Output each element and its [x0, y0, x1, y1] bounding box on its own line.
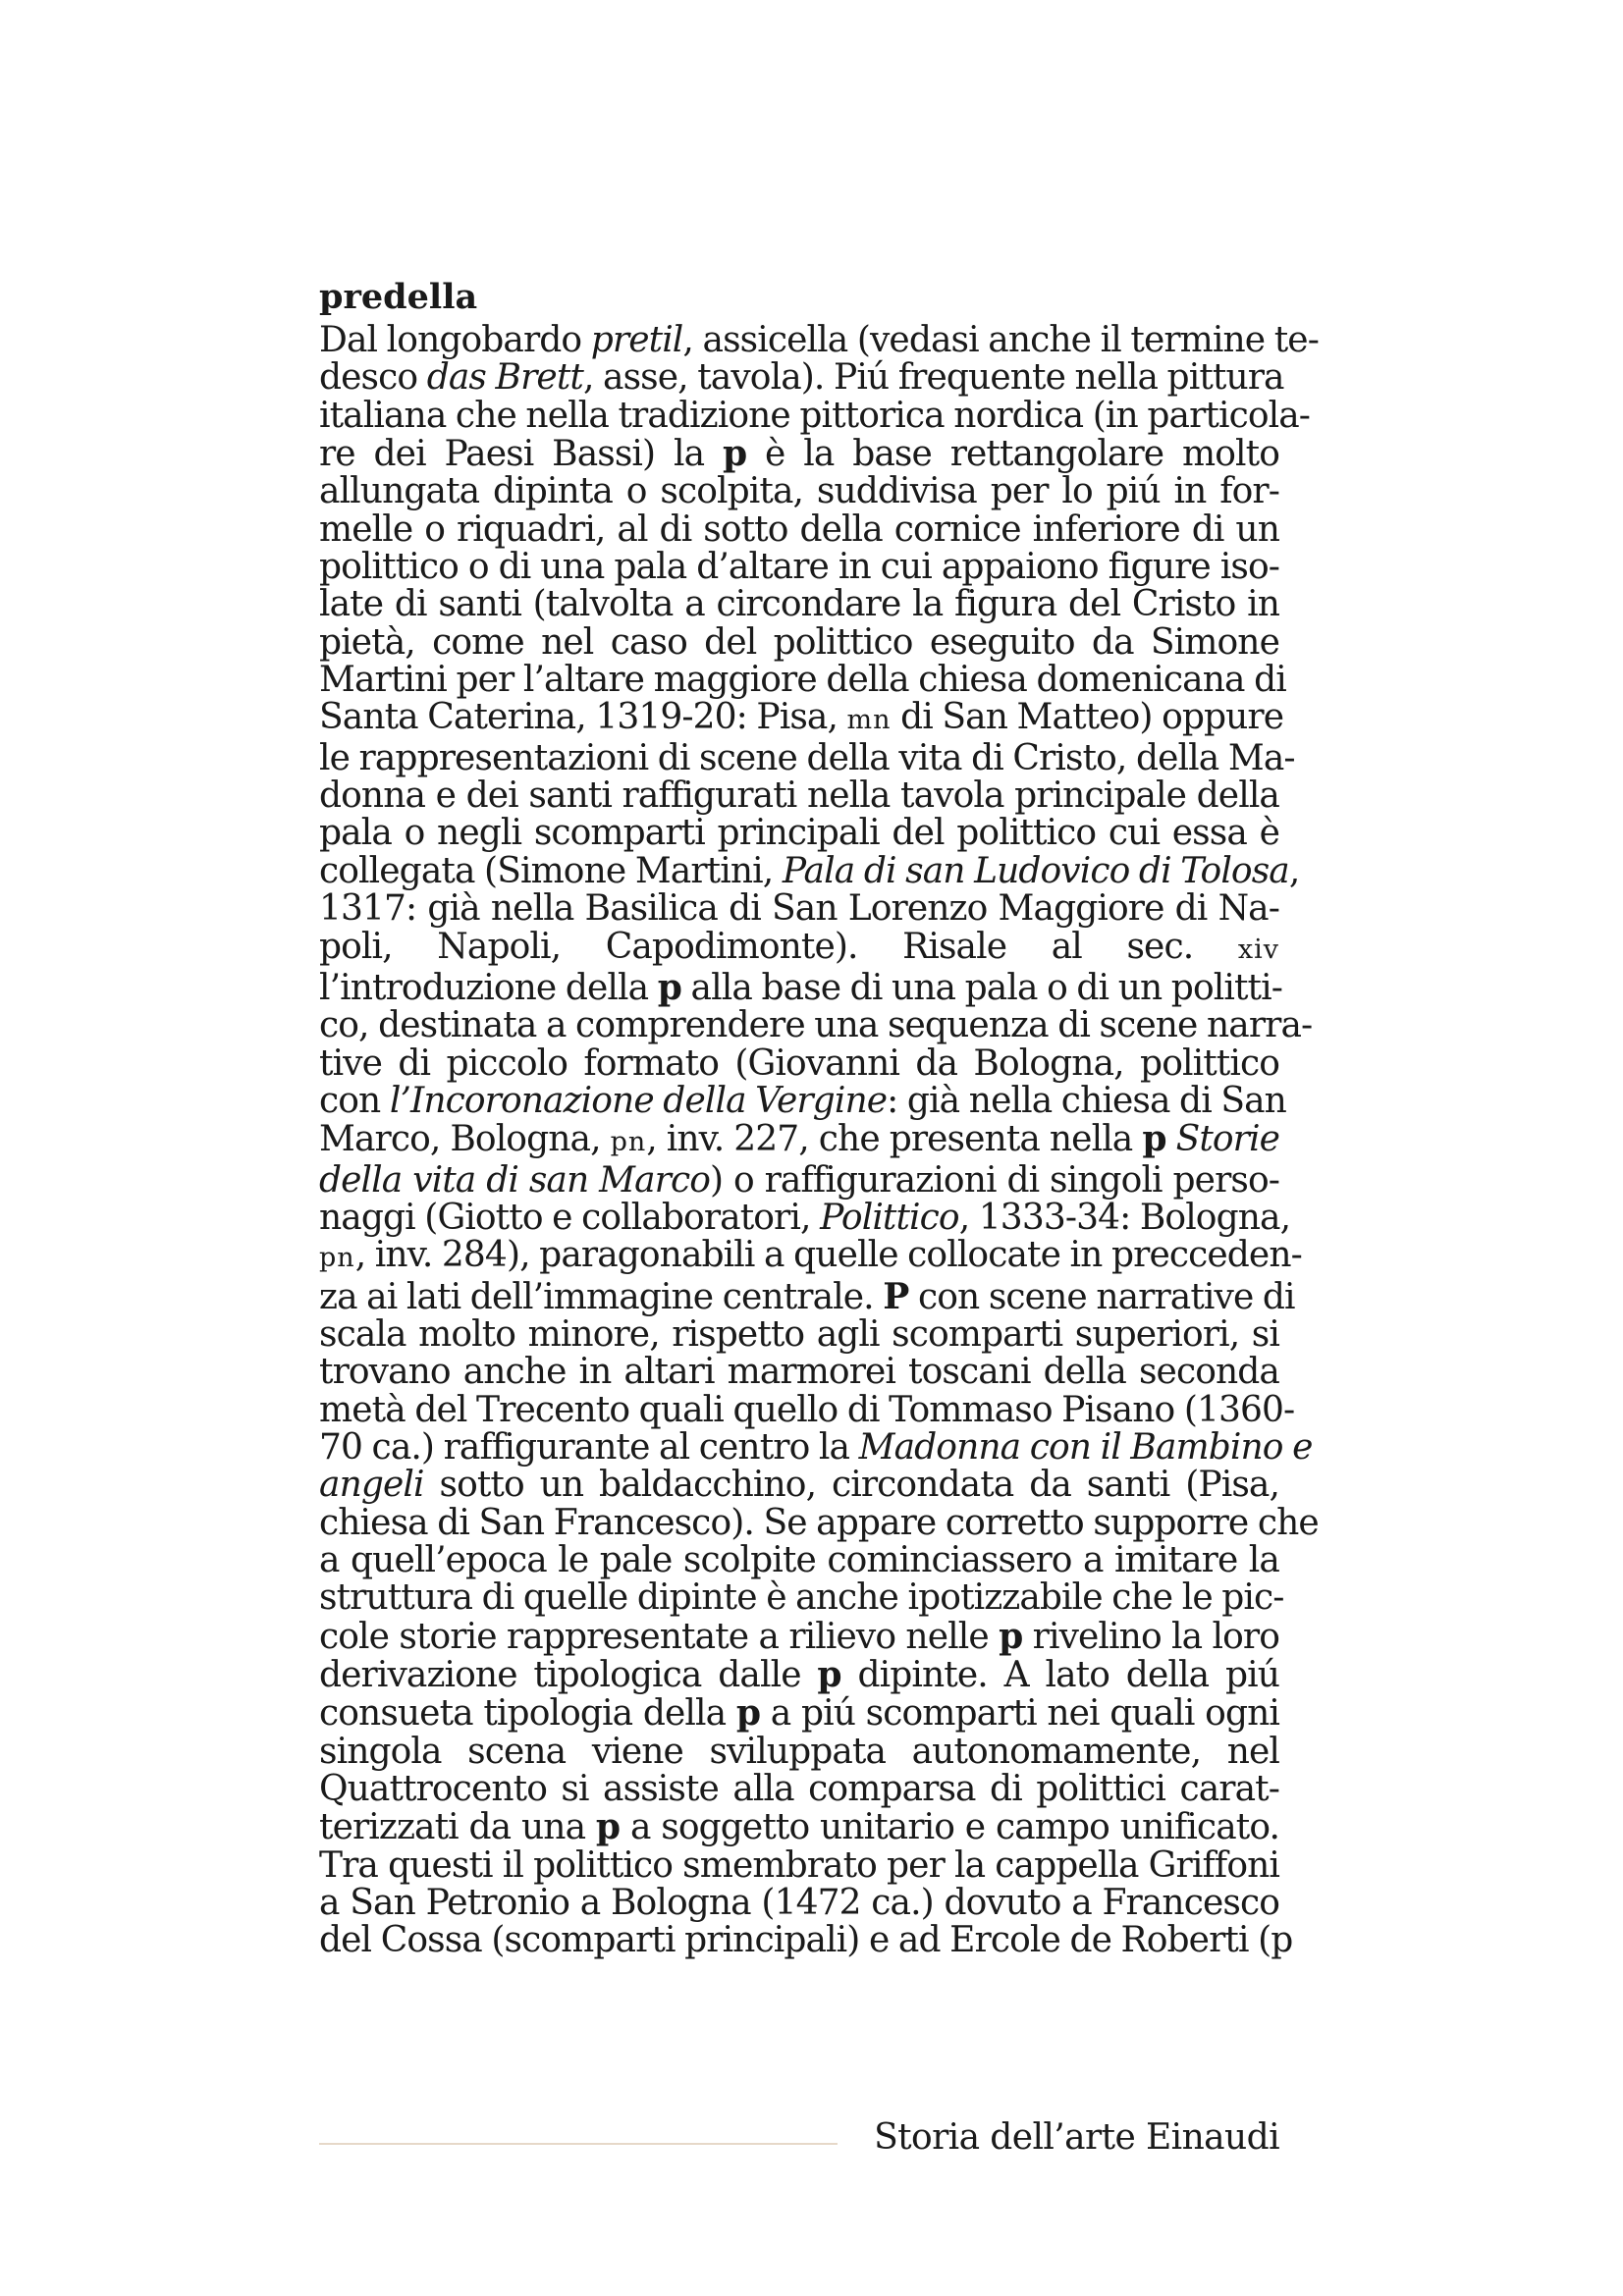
- small-caps-text: mn: [846, 705, 892, 736]
- body-line: [319, 1771, 1279, 1808]
- italic-text: Madonna con il Bambino e: [858, 1426, 1313, 1468]
- body-line: [319, 660, 1286, 701]
- text-run: Dal longobardo: [319, 320, 591, 360]
- bold-abbreviation: p: [722, 433, 747, 475]
- body-line: [319, 1235, 1302, 1277]
- text-run: naggi (Giotto e collaboratori,: [319, 1197, 821, 1238]
- text-run: a piú scomparti nei quali ogni: [760, 1693, 1279, 1735]
- text-run: derivazione tipologica dalle: [319, 1655, 818, 1696]
- bold-abbreviation: p: [735, 1692, 761, 1735]
- text-run: con: [319, 1080, 390, 1121]
- text-run: con scene narrative di: [908, 1276, 1295, 1317]
- body-line: [319, 1542, 1279, 1579]
- italic-text: Pala di san Ludovico di Tolosa: [782, 850, 1289, 891]
- small-caps-text: pn: [610, 1127, 647, 1158]
- body-line: [319, 1354, 1279, 1391]
- text-run: allungata dipinta o scolpita, suddivisa per lo piú in for-: [319, 471, 1279, 512]
- text-run: a soggetto unitario e campo unificato.: [620, 1807, 1280, 1848]
- text-run: poli, Napoli, Capodimonte). Risale al sec.: [319, 926, 1238, 967]
- text-run: melle o riquadri, al di sotto della cornice inferiore di un: [319, 508, 1279, 550]
- body-line: [319, 508, 1279, 550]
- text-run: polittico o di una pala d’altare in cui appaiono figure iso-: [319, 547, 1279, 588]
- text-run: re dei Paesi Bassi) la: [319, 434, 723, 475]
- body-line: [319, 815, 1279, 852]
- text-run: [1166, 1119, 1176, 1159]
- italic-text: Storie: [1175, 1119, 1279, 1160]
- body-line: [319, 850, 1300, 891]
- text-run: 70 ca.) raffigurante al centro la: [319, 1426, 859, 1468]
- text-run: ,: [1288, 850, 1300, 891]
- text-run: Tra questi il polittico smembrato per la cappella Griffoni: [319, 1844, 1279, 1886]
- text-run: sotto un baldacchino, circondata da santi (Pisa,: [423, 1465, 1279, 1506]
- text-run: 1317: già nella Basilica di San Lorenzo Maggiore di Na-: [319, 888, 1279, 930]
- body-line: [319, 1313, 1279, 1355]
- body-line: [319, 737, 1295, 778]
- footer-publisher: Storia dell’arte Einaudi: [874, 2117, 1279, 2158]
- body-line: [319, 320, 1319, 360]
- body-line: [319, 966, 1282, 1008]
- text-run: terizzati da una: [319, 1807, 596, 1848]
- text-run: singola scena viene sviluppata autonomamente, nel: [319, 1731, 1279, 1772]
- italic-text: das Brett: [426, 357, 583, 399]
- body-line: [319, 1577, 1284, 1619]
- body-line: [319, 435, 1279, 473]
- body-line: [319, 1042, 1279, 1084]
- body-line: [319, 1389, 1295, 1430]
- text-run: rivelino la loro: [1022, 1616, 1279, 1657]
- body-line: [319, 1197, 1291, 1238]
- body-line: [319, 586, 1279, 623]
- italic-text: pretil: [590, 320, 683, 360]
- body-line: [319, 621, 1279, 663]
- body-line: [319, 1694, 1279, 1733]
- bold-abbreviation: p: [817, 1654, 841, 1696]
- text-run: , inv. 284), paragonabili a quelle collocate in precceden-: [354, 1235, 1302, 1276]
- text-run: late di santi (talvolta a circondare la figura del Cristo in: [319, 584, 1279, 625]
- bold-abbreviation: p: [999, 1615, 1023, 1657]
- body-line: [319, 1467, 1279, 1504]
- text-run: a San Petronio a Bologna (1472 ca.) dovuto a Francesco: [319, 1883, 1279, 1924]
- page-footer: [319, 2113, 1279, 2163]
- text-run: cole storie rappresentate a rilievo nelle: [319, 1616, 1000, 1657]
- body-line: [319, 1275, 1295, 1317]
- text-run: trovano anche in altari marmorei toscani della seconda: [319, 1352, 1279, 1393]
- text-run: , assicella (vedasi anche il termine te-: [682, 320, 1319, 360]
- body-line: [319, 1615, 1279, 1657]
- body-line: [319, 1159, 1279, 1201]
- body-line: [319, 357, 1284, 399]
- text-run: , 1333-34: Bologna,: [958, 1197, 1291, 1238]
- body-line: [319, 1808, 1279, 1846]
- body-line: [319, 1005, 1313, 1046]
- text-run: del Cossa (scomparti principali) e ad Ercole de Roberti (p: [319, 1920, 1293, 1961]
- bold-abbreviation: P: [883, 1275, 909, 1317]
- body-line: [319, 1656, 1279, 1694]
- italic-text: Polittico: [820, 1197, 959, 1238]
- body-line: [319, 1920, 1293, 1961]
- text-run: ) o raffigurazioni di singoli perso-: [709, 1159, 1279, 1201]
- text-run: Martini per l’altare maggiore della chiesa domenicana di: [319, 660, 1286, 701]
- body-line: [319, 697, 1284, 739]
- text-run: struttura di quelle dipinte è anche ipotizzabile che le pic-: [319, 1577, 1284, 1619]
- text-run: alla base di una pala o di un politti-: [681, 967, 1282, 1008]
- text-run: , inv. 227, che presenta nella: [646, 1119, 1143, 1160]
- text-run: scala molto minore, rispetto agli scomparti superiori, si: [319, 1313, 1279, 1355]
- text-run: pietà, come nel caso del polittico eseguito da Simone: [319, 621, 1279, 663]
- text-run: za ai lati dell’immagine centrale.: [319, 1276, 884, 1317]
- body-line: [319, 926, 1279, 969]
- text-run: tive di piccolo formato (Giovanni da Bologna, polittico: [319, 1042, 1279, 1084]
- dictionary-entry: [319, 275, 1319, 1961]
- body-line: [319, 1120, 1279, 1161]
- body-line: [319, 1080, 1286, 1121]
- entry-title: predella: [319, 277, 478, 317]
- body-line: [319, 1844, 1279, 1886]
- text-run: Marco, Bologna,: [319, 1119, 611, 1160]
- footer-rule: [319, 2143, 838, 2145]
- body-line: [319, 1731, 1279, 1772]
- body-line: [319, 549, 1279, 586]
- body-line: [319, 890, 1279, 928]
- text-run: di San Matteo) oppure: [891, 697, 1284, 738]
- text-run: collegata (Simone Martini,: [319, 850, 783, 891]
- italic-text: l’Incoronazione della Vergine: [389, 1080, 888, 1121]
- body-line: [319, 1502, 1319, 1543]
- text-run: , asse, tavola). Piú frequente nella pittura: [582, 357, 1284, 399]
- text-run: : già nella chiesa di San: [887, 1080, 1286, 1121]
- body-line: [319, 473, 1279, 510]
- body-line: [319, 395, 1311, 436]
- text-run: pala o negli scomparti principali del polittico cui essa è: [319, 813, 1279, 854]
- body-line: [319, 777, 1279, 815]
- text-run: è la base rettangolare molto: [746, 434, 1279, 475]
- text-run: consueta tipologia della: [319, 1693, 736, 1735]
- bold-abbreviation: p: [1142, 1118, 1166, 1160]
- text-run: co, destinata a comprendere una sequenza di scene narra-: [319, 1005, 1313, 1046]
- text-run: desco: [319, 357, 427, 399]
- text-run: l’introduzione della: [319, 967, 658, 1008]
- text-run: donna e dei santi raffigurati nella tavola principale della: [319, 775, 1279, 817]
- body-line: [319, 1426, 1313, 1468]
- bold-abbreviation: p: [657, 966, 681, 1008]
- text-run: chiesa di San Francesco). Se appare corretto supporre che: [319, 1502, 1319, 1543]
- bold-abbreviation: p: [595, 1806, 621, 1848]
- text-run: a quell’epoca le pale scolpite cominciassero a imitare la: [319, 1540, 1279, 1580]
- small-caps-text: pn: [319, 1243, 355, 1274]
- body-line: [319, 1885, 1279, 1922]
- entry-body: [319, 320, 1319, 1961]
- text-run: dipinte. A lato della piú: [840, 1655, 1279, 1696]
- text-run: metà del Trecento quali quello di Tommaso Pisano (1360-: [319, 1389, 1295, 1430]
- text-run: italiana che nella tradizione pittorica nordica (in particola-: [319, 395, 1311, 436]
- text-run: le rappresentazioni di scene della vita di Cristo, della Ma-: [319, 737, 1295, 778]
- text-run: Santa Caterina, 1319-20: Pisa,: [319, 697, 847, 738]
- italic-text: della vita di san Marco: [319, 1159, 710, 1201]
- text-run: Quattrocento si assiste alla comparsa di polittici carat-: [319, 1769, 1279, 1810]
- italic-text: angeli: [319, 1465, 424, 1506]
- small-caps-text: xiv: [1237, 934, 1279, 965]
